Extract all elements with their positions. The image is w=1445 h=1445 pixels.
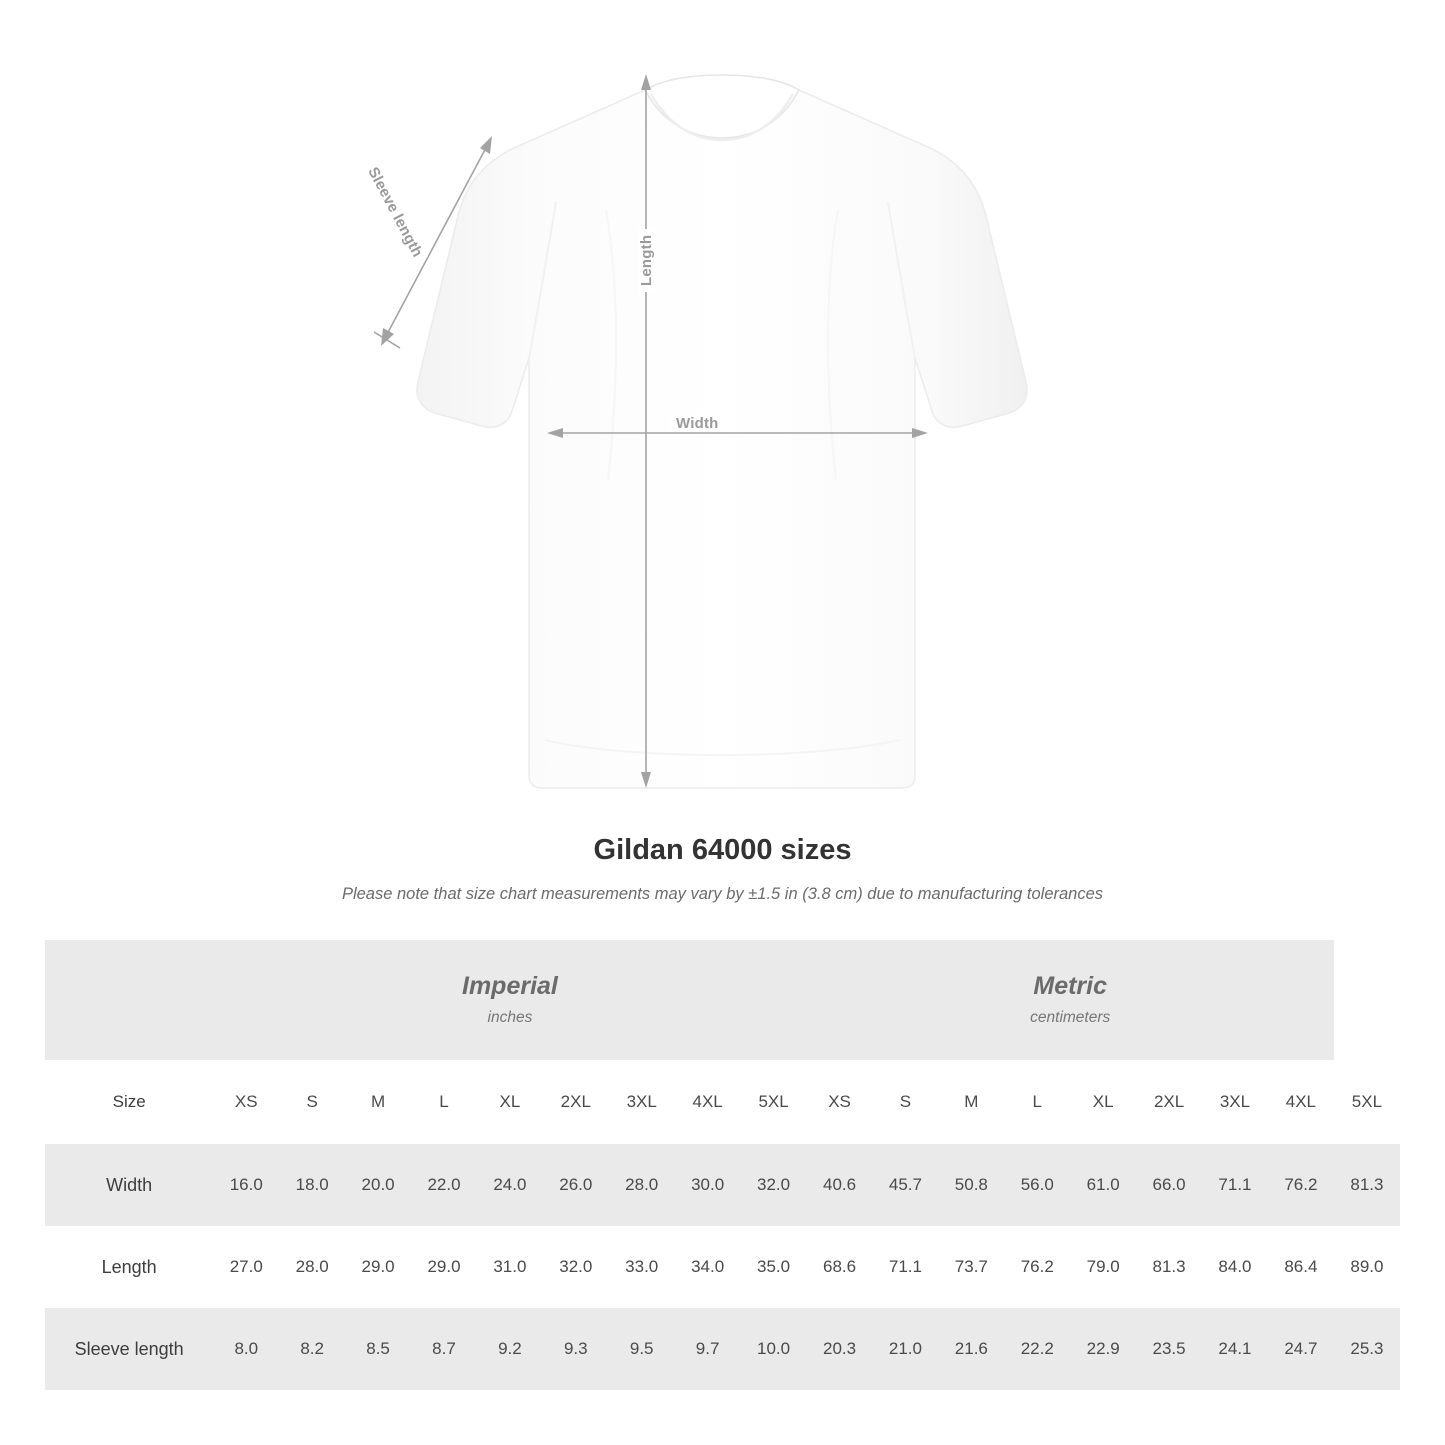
size-header-cell: 4XL bbox=[1268, 1060, 1334, 1144]
cell-length: 27.0 bbox=[213, 1226, 279, 1308]
cell-width: 32.0 bbox=[741, 1144, 807, 1226]
cell-sleeve: 25.3 bbox=[1334, 1308, 1400, 1390]
size-header-cell: S bbox=[872, 1060, 938, 1144]
cell-length: 35.0 bbox=[741, 1226, 807, 1308]
row-label-length: Length bbox=[45, 1226, 213, 1308]
size-header-row bbox=[45, 1060, 1400, 1144]
unit-group-imperial bbox=[213, 940, 806, 1060]
cell-sleeve: 9.2 bbox=[477, 1308, 543, 1390]
unit-group-metric-sub: centimeters bbox=[1030, 1008, 1111, 1026]
cell-width: 16.0 bbox=[213, 1144, 279, 1226]
page-title: Gildan 64000 sizes bbox=[593, 834, 852, 866]
sleeve-length-dimension-label: Sleeve length bbox=[362, 160, 428, 264]
cell-sleeve: 24.7 bbox=[1268, 1308, 1334, 1390]
cell-length: 76.2 bbox=[1004, 1226, 1070, 1308]
cell-width: 30.0 bbox=[675, 1144, 741, 1226]
cell-sleeve: 22.9 bbox=[1070, 1308, 1136, 1390]
cell-width: 18.0 bbox=[279, 1144, 345, 1226]
size-header-cell: XS bbox=[807, 1060, 873, 1144]
size-header-cell: 2XL bbox=[1136, 1060, 1202, 1144]
cell-length: 34.0 bbox=[675, 1226, 741, 1308]
cell-width: 81.3 bbox=[1334, 1144, 1400, 1226]
size-header-cell: 4XL bbox=[675, 1060, 741, 1144]
tolerance-note: Please note that size chart measurements may vary by ±1.5 in (3.8 cm) due to manufacturing tolerances bbox=[341, 885, 1104, 903]
cell-length: 86.4 bbox=[1268, 1226, 1334, 1308]
cell-width: 66.0 bbox=[1136, 1144, 1202, 1226]
table-row-length bbox=[45, 1226, 1400, 1308]
unit-header-row bbox=[45, 940, 1400, 1060]
cell-width: 56.0 bbox=[1004, 1144, 1070, 1226]
cell-sleeve: 20.3 bbox=[807, 1308, 873, 1390]
size-header-cell: XL bbox=[477, 1060, 543, 1144]
cell-sleeve: 9.7 bbox=[675, 1308, 741, 1390]
cell-width: 40.6 bbox=[807, 1144, 873, 1226]
size-header-cell: 2XL bbox=[543, 1060, 609, 1144]
cell-length: 31.0 bbox=[477, 1226, 543, 1308]
cell-width: 50.8 bbox=[938, 1144, 1004, 1226]
size-table-wrapper bbox=[45, 940, 1400, 1390]
size-header-cell: 5XL bbox=[741, 1060, 807, 1144]
unit-group-metric-name: Metric bbox=[1033, 972, 1108, 1001]
size-header-cell: M bbox=[938, 1060, 1004, 1144]
cell-sleeve: 21.0 bbox=[872, 1308, 938, 1390]
cell-sleeve: 8.0 bbox=[213, 1308, 279, 1390]
table-row-width bbox=[45, 1144, 1400, 1226]
cell-length: 73.7 bbox=[938, 1226, 1004, 1308]
size-header-cell: L bbox=[1004, 1060, 1070, 1144]
cell-sleeve: 9.3 bbox=[543, 1308, 609, 1390]
size-header-cell: 3XL bbox=[1202, 1060, 1268, 1144]
cell-sleeve: 21.6 bbox=[938, 1308, 1004, 1390]
cell-sleeve: 8.5 bbox=[345, 1308, 411, 1390]
size-header-cell: XS bbox=[213, 1060, 279, 1144]
cell-width: 76.2 bbox=[1268, 1144, 1334, 1226]
cell-sleeve: 10.0 bbox=[741, 1308, 807, 1390]
size-header-cell: XL bbox=[1070, 1060, 1136, 1144]
cell-length: 81.3 bbox=[1136, 1226, 1202, 1308]
cell-width: 26.0 bbox=[543, 1144, 609, 1226]
cell-sleeve: 8.7 bbox=[411, 1308, 477, 1390]
width-dimension-label: Width bbox=[670, 415, 725, 432]
size-header-cell: M bbox=[345, 1060, 411, 1144]
cell-sleeve: 8.2 bbox=[279, 1308, 345, 1390]
cell-length: 33.0 bbox=[609, 1226, 675, 1308]
size-header-cell: 5XL bbox=[1334, 1060, 1400, 1144]
size-table bbox=[45, 940, 1400, 1390]
unit-group-imperial-sub: inches bbox=[487, 1008, 533, 1026]
cell-sleeve: 23.5 bbox=[1136, 1308, 1202, 1390]
size-header-cell: L bbox=[411, 1060, 477, 1144]
row-label-width: Width bbox=[45, 1144, 213, 1226]
size-header-cell: S bbox=[279, 1060, 345, 1144]
table-row-sleeve-length bbox=[45, 1308, 1400, 1390]
cell-width: 24.0 bbox=[477, 1144, 543, 1226]
cell-length: 84.0 bbox=[1202, 1226, 1268, 1308]
unit-header-spacer bbox=[45, 940, 213, 1060]
cell-width: 20.0 bbox=[345, 1144, 411, 1226]
cell-width: 71.1 bbox=[1202, 1144, 1268, 1226]
cell-length: 89.0 bbox=[1334, 1226, 1400, 1308]
cell-length: 68.6 bbox=[807, 1226, 873, 1308]
cell-length: 29.0 bbox=[345, 1226, 411, 1308]
length-dimension-label: Length bbox=[638, 229, 655, 292]
unit-group-metric bbox=[807, 940, 1334, 1060]
cell-length: 71.1 bbox=[872, 1226, 938, 1308]
cell-length: 28.0 bbox=[279, 1226, 345, 1308]
cell-width: 61.0 bbox=[1070, 1144, 1136, 1226]
unit-group-imperial-name: Imperial bbox=[462, 972, 558, 1001]
cell-sleeve: 22.2 bbox=[1004, 1308, 1070, 1390]
cell-width: 28.0 bbox=[609, 1144, 675, 1226]
size-header-cell: 3XL bbox=[609, 1060, 675, 1144]
cell-length: 79.0 bbox=[1070, 1226, 1136, 1308]
cell-width: 45.7 bbox=[872, 1144, 938, 1226]
cell-width: 22.0 bbox=[411, 1144, 477, 1226]
cell-sleeve: 24.1 bbox=[1202, 1308, 1268, 1390]
cell-length: 29.0 bbox=[411, 1226, 477, 1308]
cell-sleeve: 9.5 bbox=[609, 1308, 675, 1390]
cell-length: 32.0 bbox=[543, 1226, 609, 1308]
row-label-sleeve-length: Sleeve length bbox=[45, 1308, 213, 1390]
size-header-label: Size bbox=[45, 1060, 213, 1144]
